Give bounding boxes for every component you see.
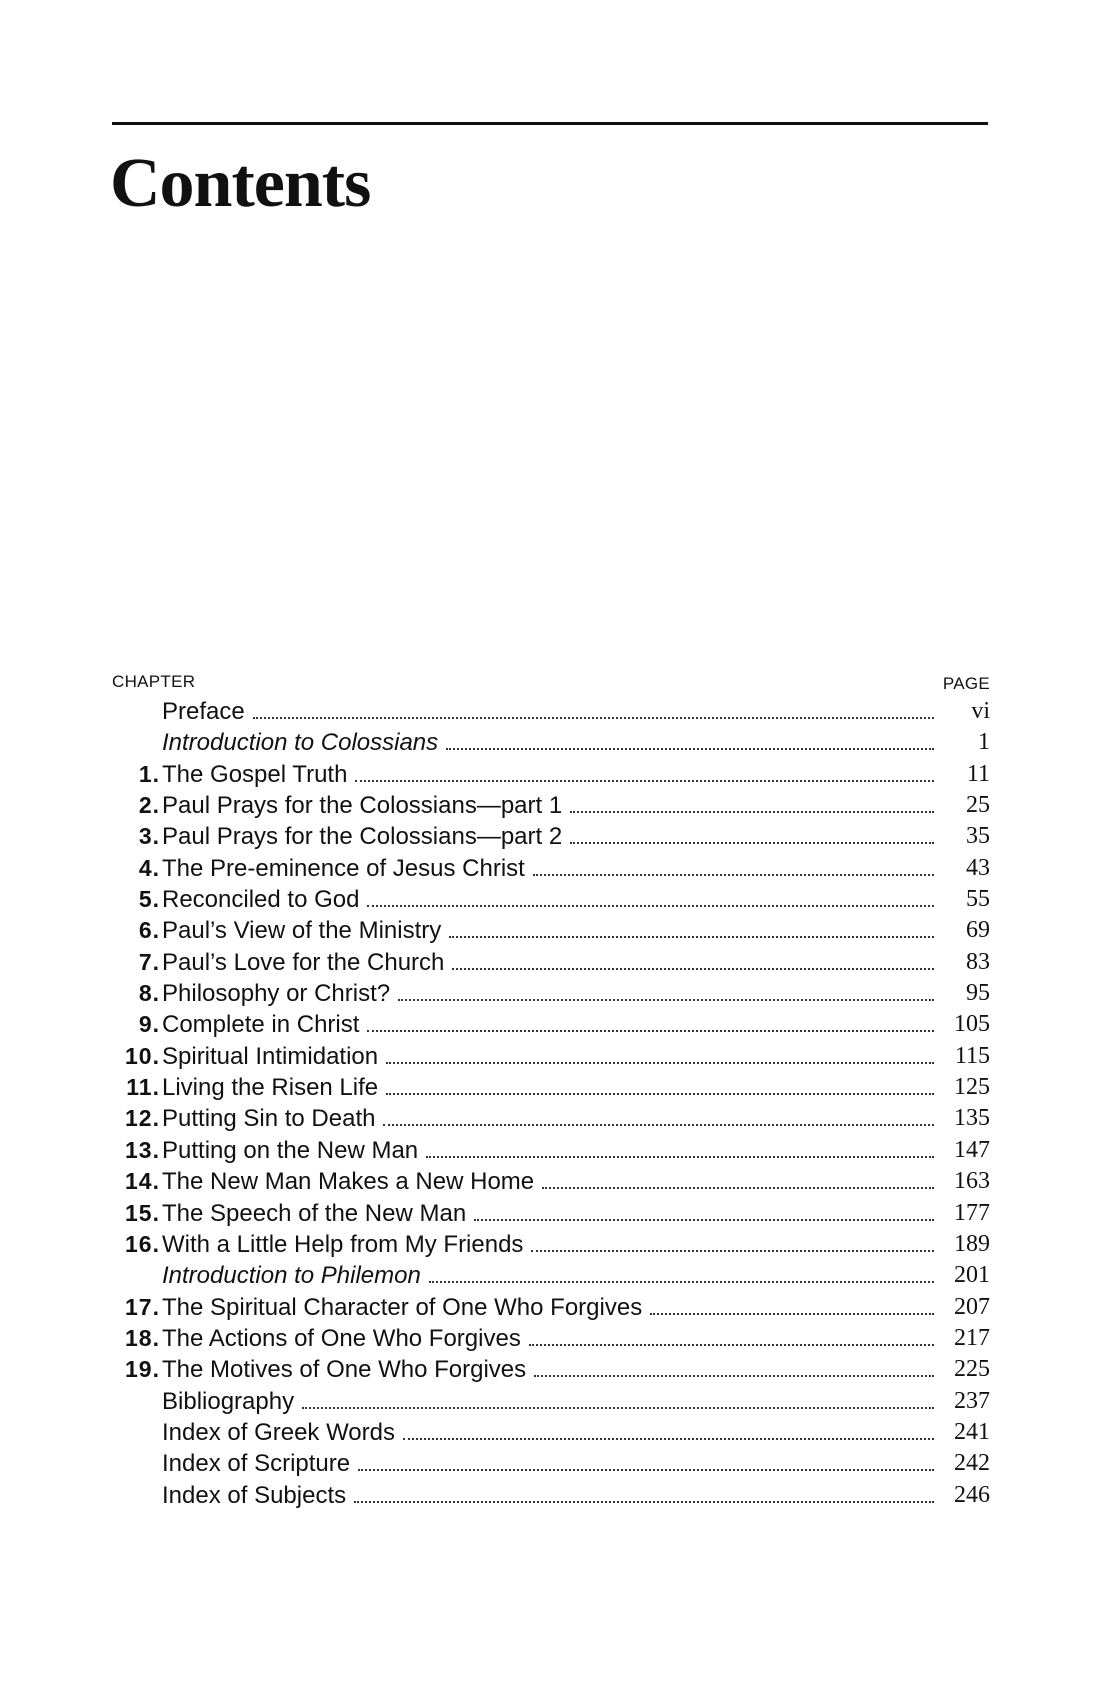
page-number: 225 bbox=[954, 1356, 990, 1383]
page-number: 163 bbox=[954, 1168, 990, 1195]
entry-title-with-leader bbox=[162, 1072, 934, 1103]
chapter-number: 7. bbox=[138, 948, 160, 975]
chapter-title: The New Man Makes a New Home bbox=[162, 1168, 535, 1196]
toc-entry[interactable] bbox=[112, 915, 992, 946]
entry-title-with-leader bbox=[162, 915, 934, 946]
page-number: 115 bbox=[954, 1042, 990, 1069]
chapter-title: The Spiritual Character of One Who Forgives bbox=[162, 1293, 643, 1321]
chapter-title: Bibliography bbox=[162, 1387, 295, 1415]
dot-leader bbox=[529, 1344, 934, 1346]
chapter-title: Putting Sin to Death bbox=[162, 1105, 376, 1133]
entry-title-with-leader bbox=[162, 853, 934, 884]
toc-entry[interactable] bbox=[112, 1448, 992, 1479]
dot-leader bbox=[355, 780, 934, 782]
entry-title-with-leader bbox=[162, 1354, 934, 1385]
dot-leader bbox=[446, 748, 934, 750]
chapter-number: 13. bbox=[125, 1136, 160, 1163]
page-number: 237 bbox=[954, 1387, 990, 1414]
chapter-title: Reconciled to God bbox=[162, 886, 360, 914]
chapter-number: 16. bbox=[125, 1230, 160, 1257]
page-number: 241 bbox=[954, 1418, 990, 1445]
toc-entry[interactable] bbox=[112, 727, 992, 758]
chapter-number: 15. bbox=[125, 1199, 160, 1226]
dot-leader bbox=[398, 999, 934, 1001]
entry-title-with-leader bbox=[162, 727, 934, 758]
page-number: 125 bbox=[954, 1074, 990, 1101]
page-number: 55 bbox=[966, 886, 990, 913]
chapter-title: The Gospel Truth bbox=[162, 760, 348, 788]
toc-entry[interactable] bbox=[112, 759, 992, 790]
chapter-title: Putting on the New Man bbox=[162, 1136, 419, 1164]
toc-entry[interactable] bbox=[112, 1323, 992, 1354]
chapter-title: Paul Prays for the Colossians—part 1 bbox=[162, 792, 563, 820]
toc-entry[interactable] bbox=[112, 1386, 992, 1417]
chapter-title: The Actions of One Who Forgives bbox=[162, 1324, 521, 1352]
page-number: 35 bbox=[966, 823, 990, 850]
toc-entry[interactable] bbox=[112, 1417, 992, 1448]
entry-title-with-leader bbox=[162, 1323, 934, 1354]
page-column-label: PAGE bbox=[942, 674, 990, 693]
toc-entry[interactable] bbox=[112, 1135, 992, 1166]
chapter-title: Paul’s View of the Ministry bbox=[162, 917, 442, 945]
entry-title-with-leader bbox=[162, 1260, 934, 1291]
page-number: 201 bbox=[954, 1262, 990, 1289]
chapter-number: 4. bbox=[138, 854, 160, 881]
chapter-title: Preface bbox=[162, 698, 245, 725]
entry-title-with-leader bbox=[162, 1135, 934, 1166]
chapter-column-label: CHAPTER bbox=[112, 672, 196, 691]
chapter-number: 19. bbox=[125, 1356, 160, 1383]
chapter-number: 14. bbox=[125, 1168, 160, 1195]
dot-leader bbox=[386, 1062, 934, 1064]
chapter-title: The Motives of One Who Forgives bbox=[162, 1356, 527, 1384]
page-number: 43 bbox=[966, 854, 990, 881]
toc-entry[interactable] bbox=[112, 1229, 992, 1260]
toc-entry[interactable] bbox=[112, 821, 992, 852]
page-number: 147 bbox=[954, 1136, 990, 1163]
chapter-number: 2. bbox=[138, 792, 160, 819]
toc-entry[interactable] bbox=[112, 1103, 992, 1134]
entry-title-with-leader bbox=[162, 1041, 934, 1072]
page-number: 135 bbox=[954, 1105, 990, 1132]
dot-leader bbox=[533, 874, 934, 876]
toc-header bbox=[112, 668, 992, 696]
dot-leader bbox=[358, 1469, 934, 1471]
dot-leader bbox=[403, 1438, 934, 1440]
chapter-title: With a Little Help from My Friends bbox=[162, 1230, 524, 1258]
chapter-title: Index of Scripture bbox=[162, 1450, 351, 1478]
toc-entry[interactable] bbox=[112, 1072, 992, 1103]
entry-title-with-leader bbox=[162, 1448, 934, 1479]
dot-leader bbox=[386, 1093, 934, 1095]
entry-title-with-leader bbox=[162, 947, 934, 978]
table-of-contents bbox=[112, 668, 992, 1511]
chapter-number: 9. bbox=[138, 1011, 160, 1038]
page-number: 189 bbox=[954, 1230, 990, 1257]
toc-entry[interactable] bbox=[112, 790, 992, 821]
dot-leader bbox=[542, 1187, 934, 1189]
toc-entry[interactable] bbox=[112, 1292, 992, 1323]
entry-title-with-leader bbox=[162, 790, 934, 821]
page-number: vi bbox=[971, 698, 990, 724]
dot-leader bbox=[302, 1407, 934, 1409]
chapter-number: 6. bbox=[138, 917, 160, 944]
page-number: 69 bbox=[966, 917, 990, 944]
chapter-number: 18. bbox=[125, 1324, 160, 1351]
chapter-number: 17. bbox=[125, 1293, 160, 1320]
chapter-number: 1. bbox=[138, 760, 160, 787]
chapter-number: 10. bbox=[125, 1042, 160, 1069]
chapter-title: Living the Risen Life bbox=[162, 1074, 379, 1102]
entry-title-with-leader bbox=[162, 1198, 934, 1229]
page-number: 242 bbox=[954, 1450, 990, 1477]
page-number: 105 bbox=[954, 1011, 990, 1038]
top-rule bbox=[112, 122, 988, 125]
page-number: 217 bbox=[954, 1324, 990, 1351]
page-title: Contents bbox=[110, 145, 371, 222]
chapter-number: 11. bbox=[126, 1074, 160, 1101]
dot-leader bbox=[354, 1501, 934, 1503]
page-number: 25 bbox=[966, 792, 990, 819]
chapter-title: The Pre-eminence of Jesus Christ bbox=[162, 854, 525, 882]
dot-leader bbox=[570, 811, 934, 813]
dot-leader bbox=[383, 1124, 934, 1126]
chapter-number: 8. bbox=[138, 980, 160, 1007]
page-number: 207 bbox=[954, 1293, 990, 1320]
dot-leader bbox=[531, 1250, 934, 1252]
dot-leader bbox=[367, 905, 934, 907]
toc-entry[interactable] bbox=[112, 696, 992, 727]
chapter-title: Complete in Christ bbox=[162, 1011, 360, 1039]
entry-title-with-leader bbox=[162, 1229, 934, 1260]
entry-title-with-leader bbox=[162, 1480, 934, 1511]
toc-entry[interactable] bbox=[112, 853, 992, 884]
toc-entry[interactable] bbox=[112, 1354, 992, 1385]
page-number: 83 bbox=[966, 948, 990, 975]
chapter-number: 5. bbox=[138, 886, 160, 913]
chapter-title: Philosophy or Christ? bbox=[162, 980, 391, 1008]
chapter-number: 3. bbox=[138, 823, 160, 850]
toc-list bbox=[112, 696, 992, 1511]
page-number: 95 bbox=[966, 980, 990, 1007]
entry-title-with-leader bbox=[162, 1009, 934, 1040]
dot-leader bbox=[474, 1219, 934, 1221]
entry-title-with-leader bbox=[162, 1417, 934, 1448]
chapter-title: Paul’s Love for the Church bbox=[162, 948, 445, 976]
chapter-title: The Speech of the New Man bbox=[162, 1199, 467, 1227]
chapter-title: Introduction to Colossians bbox=[162, 729, 439, 757]
entry-title-with-leader bbox=[162, 1103, 934, 1134]
entry-title-with-leader bbox=[162, 821, 934, 852]
chapter-title: Spiritual Intimidation bbox=[162, 1042, 379, 1070]
page-number: 11 bbox=[966, 760, 990, 787]
dot-leader bbox=[449, 936, 934, 938]
entry-title-with-leader bbox=[162, 696, 934, 727]
entry-title-with-leader bbox=[162, 1292, 934, 1323]
toc-entry[interactable] bbox=[112, 884, 992, 915]
entry-title-with-leader bbox=[162, 1386, 934, 1417]
page-number: 246 bbox=[954, 1481, 990, 1508]
toc-entry[interactable] bbox=[112, 1041, 992, 1072]
dot-leader bbox=[570, 842, 934, 844]
chapter-number: 12. bbox=[125, 1105, 160, 1132]
chapter-title: Index of Greek Words bbox=[162, 1418, 395, 1446]
dot-leader bbox=[650, 1313, 934, 1315]
entry-title-with-leader bbox=[162, 978, 934, 1009]
chapter-title: Index of Subjects bbox=[162, 1481, 347, 1509]
dot-leader bbox=[367, 1030, 934, 1032]
toc-entry[interactable] bbox=[112, 1166, 992, 1197]
entry-title-with-leader bbox=[162, 759, 934, 790]
chapter-title: Paul Prays for the Colossians—part 2 bbox=[162, 823, 563, 851]
dot-leader bbox=[426, 1156, 934, 1158]
dot-leader bbox=[452, 968, 934, 970]
chapter-title: Introduction to Philemon bbox=[162, 1262, 421, 1290]
toc-entry[interactable] bbox=[112, 978, 992, 1009]
page-number: 1 bbox=[978, 729, 990, 756]
toc-entry[interactable] bbox=[112, 1260, 992, 1291]
toc-entry[interactable] bbox=[112, 1480, 992, 1511]
toc-entry[interactable] bbox=[112, 1198, 992, 1229]
dot-leader bbox=[253, 717, 934, 719]
page-number: 177 bbox=[954, 1199, 990, 1226]
dot-leader bbox=[429, 1281, 934, 1283]
toc-entry[interactable] bbox=[112, 947, 992, 978]
dot-leader bbox=[534, 1375, 934, 1377]
toc-entry[interactable] bbox=[112, 1009, 992, 1040]
entry-title-with-leader bbox=[162, 1166, 934, 1197]
entry-title-with-leader bbox=[162, 884, 934, 915]
